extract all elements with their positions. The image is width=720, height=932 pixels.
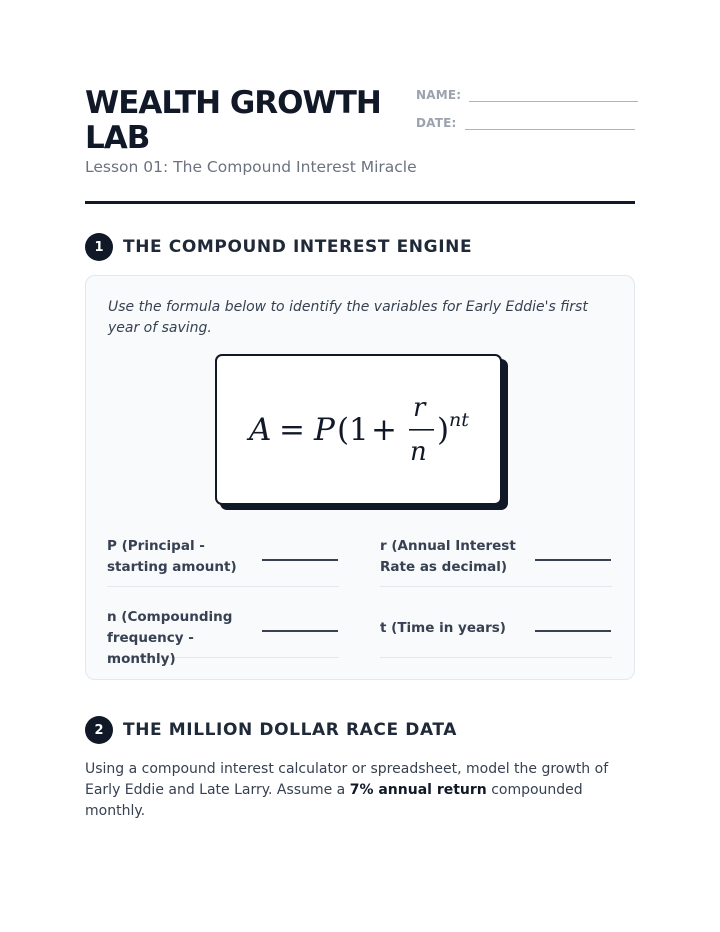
section-1-header <box>85 233 472 261</box>
variable-rate-answer-line[interactable] <box>535 559 611 561</box>
name-field[interactable] <box>416 88 638 102</box>
variable-time <box>380 607 612 658</box>
section-1-title: THE COMPOUND INTEREST ENGINE <box>123 237 473 257</box>
lesson-subtitle: Lesson 01: The Compound Interest Miracle <box>85 158 417 176</box>
compound-interest-formula <box>217 356 504 507</box>
formula-rate-r: r <box>413 393 426 423</box>
formula-frequency-n: n <box>410 437 427 467</box>
variable-compounding-label: n (Compounding frequency - monthly) <box>107 609 233 667</box>
date-field[interactable] <box>416 116 635 130</box>
variable-principal-answer-line[interactable] <box>262 559 338 561</box>
formula-fraction-bar <box>409 429 434 431</box>
variable-compounding <box>107 607 339 667</box>
formula-box <box>215 354 502 505</box>
formula-open-paren: ( <box>337 412 350 448</box>
formula-amount-a: A <box>249 412 272 448</box>
name-blank-line[interactable] <box>469 101 638 102</box>
section-1-number-badge: 1 <box>85 233 113 261</box>
name-label: NAME: <box>416 88 462 102</box>
variable-time-answer-line[interactable] <box>535 630 611 632</box>
header-divider <box>85 201 635 204</box>
formula-equals: = <box>279 412 305 448</box>
section-2-text-start: Using a compound interest calculator or spreadsheet, model the growth of Early Eddie and Late Larry. Assume a <box>85 761 609 798</box>
variable-rate-label: r (Annual Interest Rate as decimal) <box>380 538 516 575</box>
section-2-number-badge: 2 <box>85 716 113 744</box>
formula-plus: + <box>371 412 397 448</box>
date-label: DATE: <box>416 116 457 130</box>
date-blank-line[interactable] <box>465 129 635 130</box>
formula-one: 1 <box>349 412 369 448</box>
variable-principal <box>107 536 339 587</box>
variable-rate <box>380 536 612 587</box>
formula-instruction: Use the formula below to identify the variables for Early Eddie's first year of saving. <box>108 299 588 336</box>
section-2-text-end: compounded monthly. <box>85 782 583 819</box>
formula-principal-p: P <box>314 412 335 448</box>
variable-time-label: t (Time in years) <box>380 620 506 636</box>
variable-principal-label: P (Principal - starting amount) <box>107 538 237 575</box>
variable-compounding-answer-line[interactable] <box>262 630 338 632</box>
section-2-title: THE MILLION DOLLAR RACE DATA <box>123 720 458 740</box>
formula-close-paren: ) <box>437 412 450 448</box>
section-2-instructions <box>85 759 640 822</box>
formula-exponent-nt: nt <box>449 409 469 431</box>
worksheet-title: WEALTH GROWTH LAB <box>85 85 381 156</box>
section-2-return-rate: 7% annual return <box>349 782 487 798</box>
section-2-header <box>85 716 457 744</box>
